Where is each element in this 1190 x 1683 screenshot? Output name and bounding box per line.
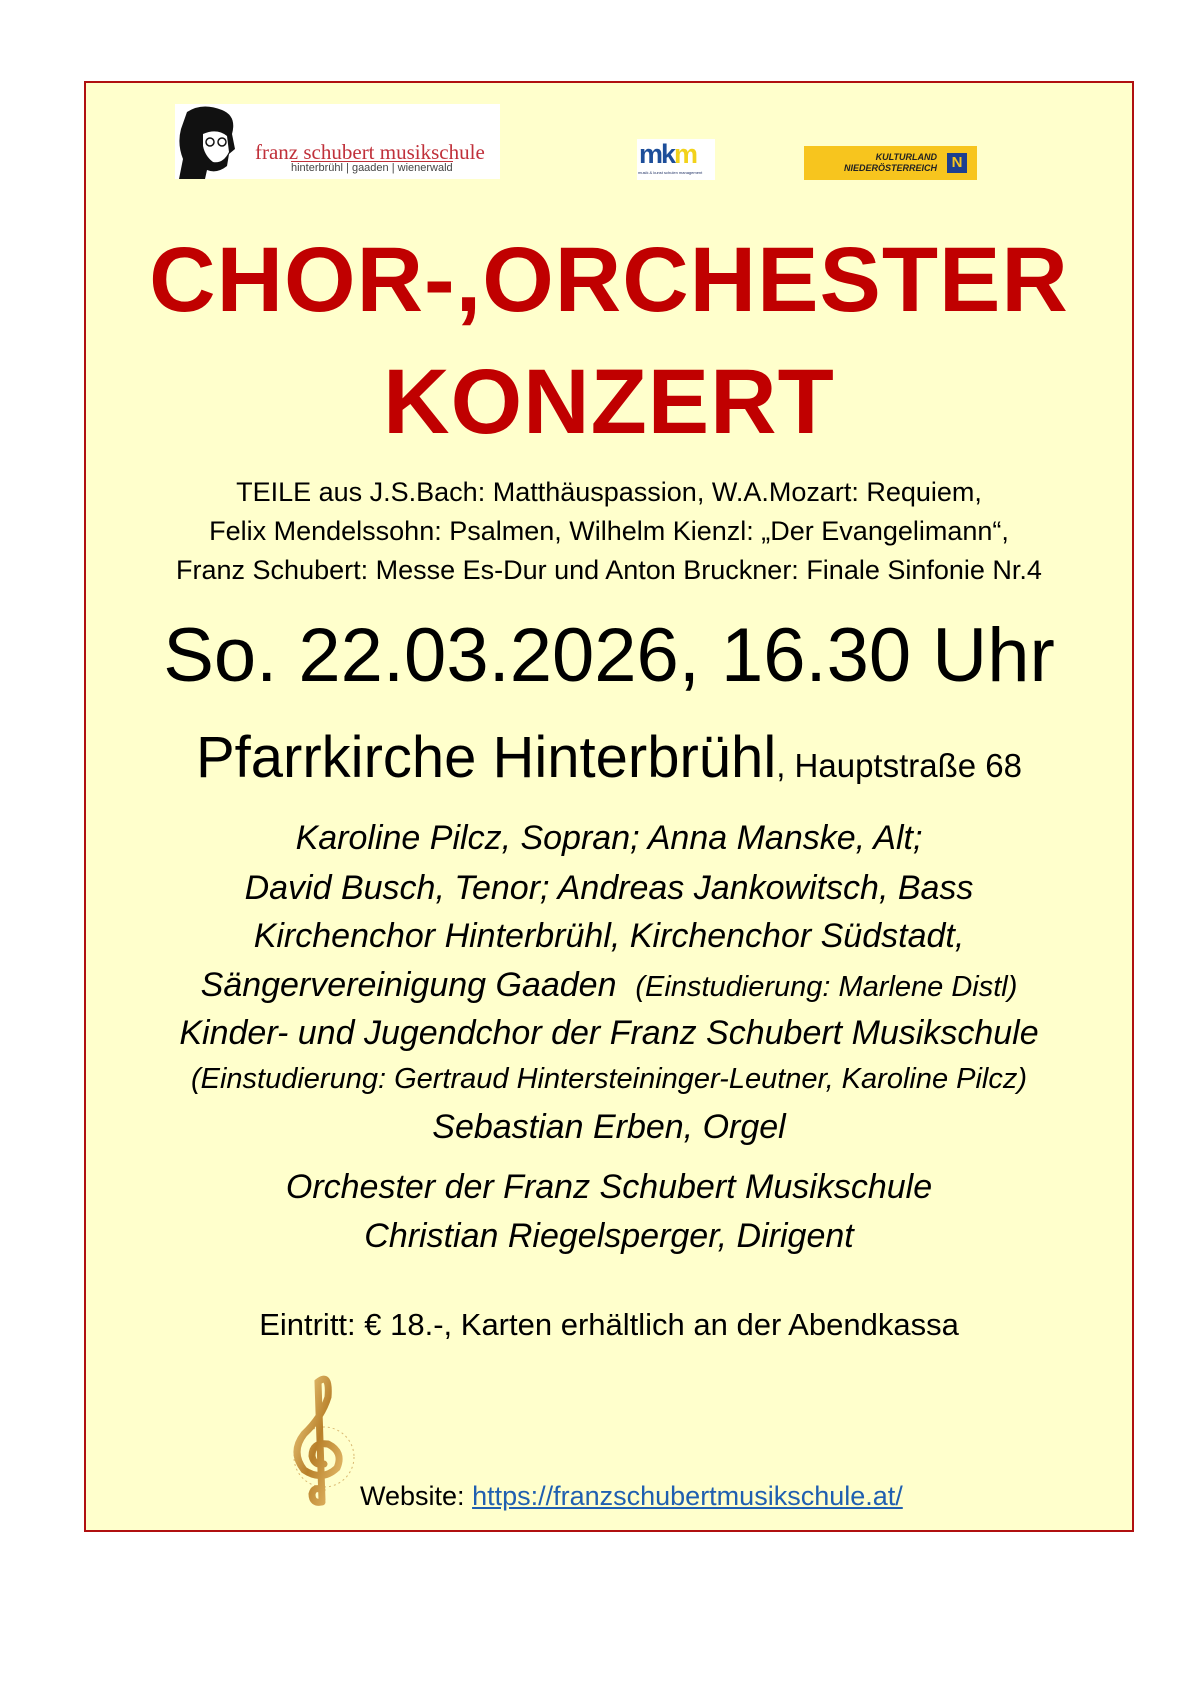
performer-line: Orchester der Franz Schubert Musikschule bbox=[285, 1168, 933, 1206]
performer-line: David Busch, Tenor; Andreas Jankowitsch, Bass bbox=[244, 869, 974, 907]
program-line: Felix Mendelssohn: Psalmen, Wilhelm Kienzl: „Der Evangelimann“, bbox=[209, 516, 1009, 546]
performer-line: Kinder- und Jugendchor der Franz Schubert Musikschule bbox=[179, 1014, 1039, 1052]
venue bbox=[84, 724, 1134, 791]
program-line: Franz Schubert: Messe Es-Dur und Anton Bruckner: Finale Sinfonie Nr.4 bbox=[176, 555, 1042, 585]
performer-line: (Einstudierung: Gertraud Hintersteininger-Leutner, Karoline Pilcz) bbox=[190, 1063, 1028, 1095]
performer-line: Sebastian Erben, Orgel bbox=[432, 1108, 786, 1146]
concert-date: So. 22.03.2026, 16.30 Uhr bbox=[163, 613, 1055, 698]
performer-line: Christian Riegelsperger, Dirigent bbox=[364, 1217, 854, 1255]
kulturland-niederoesterreich-logo: KULTURLAND NIEDERÖSTERREICH N bbox=[804, 146, 977, 180]
performer-line: Karoline Pilcz, Sopran; Anna Manske, Alt; bbox=[295, 819, 923, 857]
treble-clef-icon bbox=[282, 1372, 362, 1506]
website-line: Website: https://franzschubertmusikschule.at/ bbox=[360, 1481, 903, 1511]
admission-info: Eintritt: € 18.-, Karten erhältlich an der Abendkassa bbox=[259, 1307, 959, 1342]
title-line-1: CHOR-,ORCHESTER bbox=[149, 229, 1069, 331]
title-line-2: KONZERT bbox=[383, 351, 835, 453]
venue-name: Pfarrkirche Hinterbrühl bbox=[196, 725, 777, 790]
program-line: TEILE aus J.S.Bach: Matthäuspassion, W.A.Mozart: Requiem, bbox=[236, 477, 982, 507]
franz-schubert-musikschule-logo: franz schubert musikschule hinterbrühl | gaaden | wienerwald bbox=[175, 104, 500, 179]
website-link[interactable]: https://franzschubertmusikschule.at/ bbox=[472, 1481, 903, 1511]
performer-line: Sängervereinigung Gaaden (Einstudierung: Marlene Distl) bbox=[200, 966, 1018, 1004]
performer-line: Kirchenchor Hinterbrühl, Kirchenchor Südstadt, bbox=[253, 917, 965, 955]
venue-address: , Hauptstraße 68 bbox=[776, 747, 1022, 784]
schubert-portrait-icon bbox=[177, 104, 247, 179]
mkm-logo: mkm musik & kunst schulen management bbox=[637, 139, 715, 180]
